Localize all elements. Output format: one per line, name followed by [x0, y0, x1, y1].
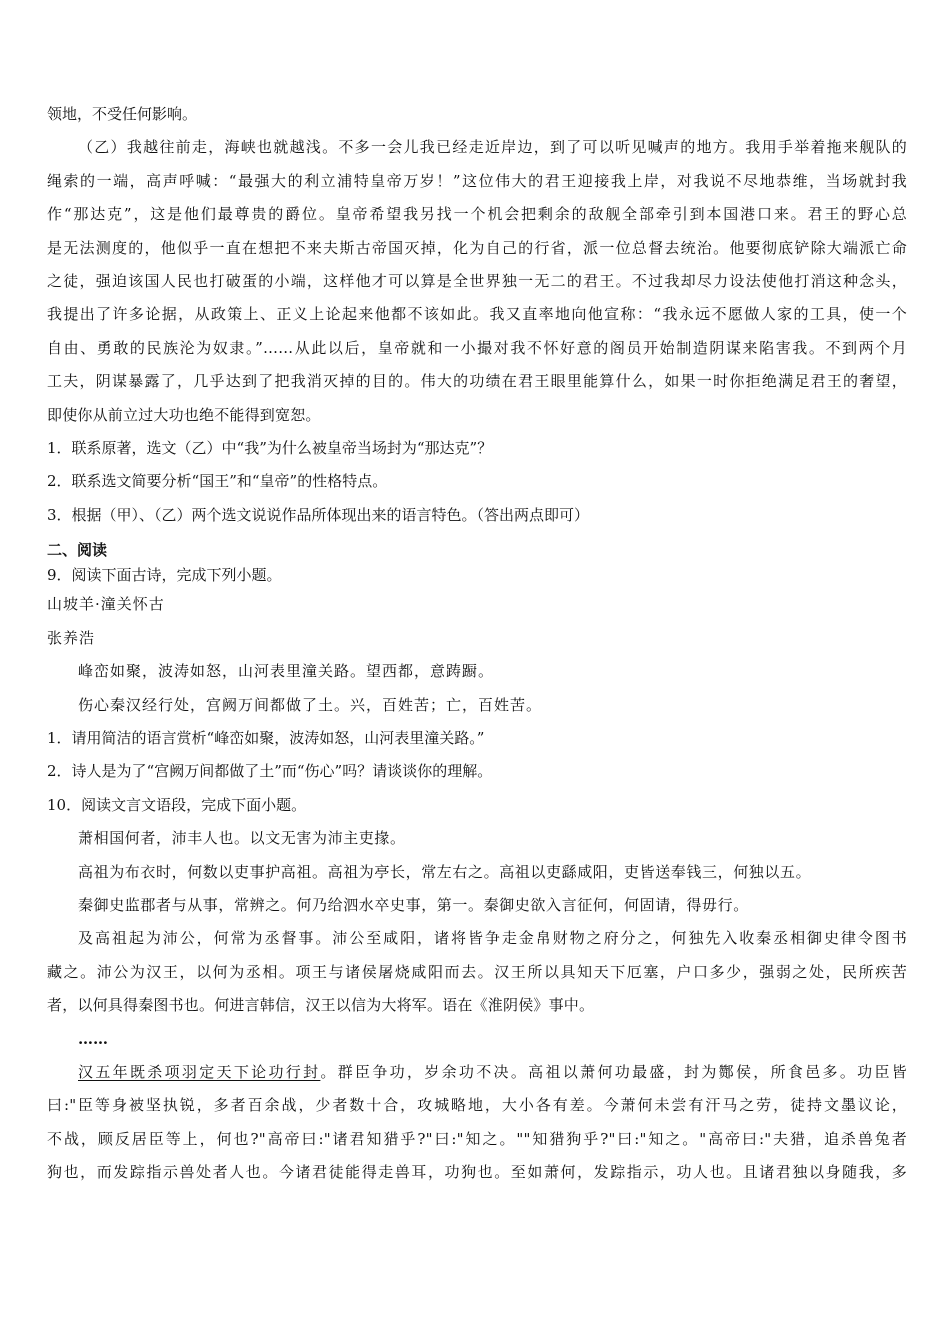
question-10-stem: 10．阅读文言文语段，完成下面小题。: [47, 795, 307, 814]
classical-para-3: 秦御史监郡者与从事，常辨之。何乃给泗水卒史事，第一。秦御史欲入言征何，何固请，得毋行。: [78, 895, 749, 914]
classical-para-5-line-1-rest: 。群臣争功，岁余功不决。高祖以萧何功最盛，封为酂侯，所食邑多。功臣皆: [320, 1062, 907, 1081]
passage-yi-line-0: 领地，不受任何影响。: [47, 105, 198, 123]
passage-yi-line-8: 工夫，阴谋暴露了，几乎达到了把我消灭掉的目的。伟大的功绩在君王眼里能算什么，如果一时你拒绝满足君王的奢望，: [47, 372, 907, 391]
question-9-stem: 9．阅读下面古诗，完成下列小题。: [47, 566, 282, 585]
poem-line-2: 伤心秦汉经行处，宫阙万间都做了土。兴，百姓苦；亡，百姓苦。: [78, 695, 543, 714]
question-8-2: 2．联系选文简要分析“国王”和“皇帝”的性格特点。: [47, 472, 388, 491]
classical-para-5-line-4: 狗也，而发踪指示兽处者人也。今诸君徒能得走兽耳，功狗也。至如萧何，发踪指示，功人也。且诸君独以身随我，多: [47, 1163, 907, 1182]
classical-para-4-line-1: 及高祖起为沛公，何常为丞督事。沛公至咸阳，诸将皆争走金帛财物之府分之，何独先入收秦丞相御史律令图书: [78, 929, 907, 948]
passage-yi-line-7: 自由、勇敢的民族沦为奴隶。”……从此以后，皇帝就和一小撮对我不怀好意的阁员开始制造阴谋来陷害我。不到两个月: [47, 338, 907, 357]
ellipsis: ……: [78, 1029, 108, 1048]
passage-yi-line-1: （乙）我越往前走，海峡也就越浅。不多一会儿我已经走近岸边，到了可以听见喊声的地方。我用手举着拖来舰队的: [78, 138, 907, 157]
classical-para-1: 萧相国何者，沛丰人也。以文无害为沛主吏掾。: [78, 829, 406, 848]
poem-author: 张养浩: [47, 628, 96, 647]
passage-yi-line-6: 我提出了许多论据，从政策上、正义上论起来他都不该如此。我又直率地向他宣称：“我永远不愿做人家的工具，使一个: [47, 305, 907, 324]
classical-para-2: 高祖为布衣时，何数以吏事护高祖。高祖为亭长，常左右之。高祖以吏繇咸阳，吏皆送奉钱三，何独以五。: [78, 862, 812, 881]
question-8-1: 1．联系原著，选文（乙）中“我”为什么被皇帝当场封为“那达克”？: [47, 439, 493, 458]
classical-para-4-line-2: 藏之。沛公为汉王，以何为丞相。项王与诸侯屠烧咸阳而去。汉王所以具知天下厄塞，户口多少，强弱之处，民所疾苦: [47, 962, 907, 981]
poem-title: 山坡羊·潼关怀古: [47, 595, 165, 614]
document-page: [47, 98, 907, 1190]
question-9-1: 1．请用简洁的语言赏析“峰峦如聚，波涛如怒，山河表里潼关路。”: [47, 728, 485, 747]
passage-yi-line-3: 作“那达克”，这是他们最尊贵的爵位。皇帝希望我另找一个机会把剩余的敌舰全部牵引到本国港口来。君王的野心总: [47, 205, 907, 224]
classical-para-5-line-3: 不战，顾反居臣等上，何也?"高帝曰:"诸君知猎乎?"曰:"知之。""知猎狗乎?"曰:"知之。"高帝曰:"夫猎，追杀兽兔者: [47, 1129, 907, 1148]
classical-para-5-line-2: 曰:"臣等身被坚执锐，多者百余战，少者数十合，攻城略地，大小各有差。今萧何未尝有汗马之劳，徒持文墨议论，: [47, 1096, 907, 1115]
passage-yi-line-2: 绳索的一端，高声呼喊：“最强大的利立浦特皇帝万岁！”这位伟大的君王迎接我上岸，对我说不尽地恭维，当场就封我: [47, 171, 907, 190]
classical-para-5-line-1: [47, 1056, 907, 1089]
passage-yi-line-5: 之徒，强迫该国人民也打破蛋的小端，这样他才可以算是全世界独一无二的君王。不过我却尽力设法使他打消这种念头，: [47, 272, 907, 291]
passage-yi-line-4: 是无法测度的，他似乎一直在想把不来夫斯古帝国灭掉，化为自己的行省，派一位总督去统治。他要彻底铲除大端派亡命: [47, 238, 907, 257]
underlined-sentence: 汉五年既杀项羽定天下论功行封: [78, 1062, 321, 1081]
passage-yi-line-9: 即使你从前立过大功也绝不能得到宽恕。: [47, 405, 321, 424]
classical-para-4-line-3: 者，以何具得秦图书也。何进言韩信，汉王以信为大将军。语在《淮阴侯》事中。: [47, 996, 595, 1015]
poem-line-1: 峰峦如聚，波涛如怒，山河表里潼关路。望西都，意踌蹰。: [78, 662, 495, 681]
question-8-3: 3．根据（甲）、（乙）两个选文说说作品所体现出来的语言特色。（答出两点即可）: [47, 505, 590, 524]
question-9-2: 2．诗人是为了“宫阙万间都做了土”而“伤心”吗？请谈谈你的理解。: [47, 762, 493, 781]
section-heading-reading: 二、阅读: [47, 541, 108, 560]
